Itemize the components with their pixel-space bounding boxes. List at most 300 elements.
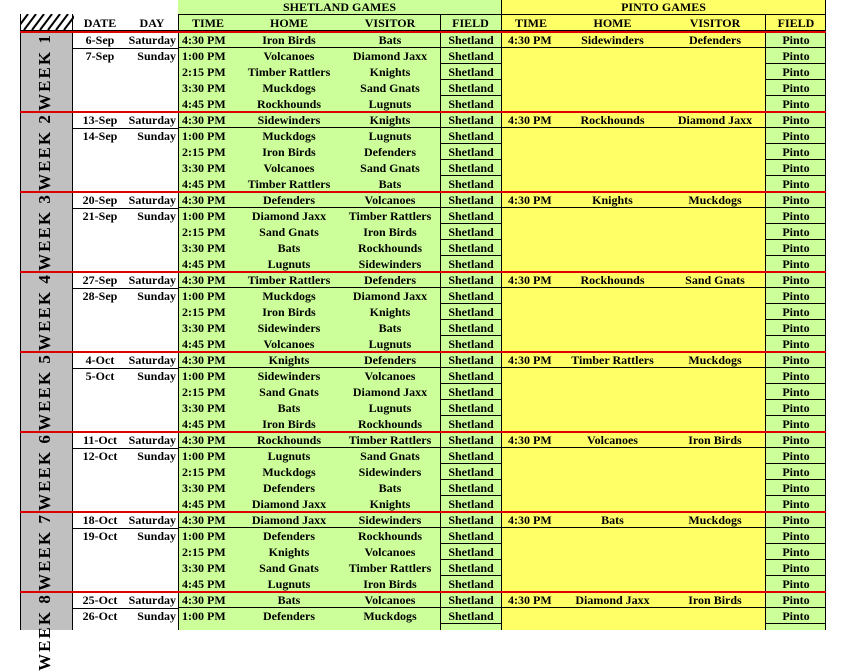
shetland-home-team: Iron Birds <box>262 417 316 431</box>
pinto-field: Pinto <box>782 161 810 175</box>
shetland-field: Shetland <box>448 545 494 559</box>
shetland-home-team: Bats <box>277 593 301 607</box>
pinto-field: Pinto <box>782 497 810 511</box>
shetland-time: 2:15 PM <box>182 545 226 559</box>
pinto-field: Pinto <box>782 305 810 319</box>
shetland-visitor-team: Timber Rattlers <box>348 433 432 447</box>
week-label-text: WEEK 4 <box>35 273 54 351</box>
shetland-home-team: Muckdogs <box>262 81 316 95</box>
shetland-visitor-team: Muckdogs <box>363 609 417 623</box>
shetland-time: 4:30 PM <box>182 353 226 367</box>
shetland-home-team: Sand Gnats <box>259 561 319 575</box>
col-header-pinto-field: FIELD <box>777 16 815 30</box>
pinto-field: Pinto <box>782 113 810 127</box>
pinto-time: 4:30 PM <box>508 193 552 207</box>
shetland-home-team: Timber Rattlers <box>247 177 331 191</box>
shetland-field: Shetland <box>448 161 494 175</box>
shetland-time: 4:30 PM <box>182 193 226 207</box>
grid-line <box>501 0 502 630</box>
shetland-time: 3:30 PM <box>182 401 226 415</box>
shetland-home-team: Iron Birds <box>262 33 316 47</box>
pinto-field: Pinto <box>782 529 810 543</box>
shetland-home-team: Knights <box>268 353 310 367</box>
col-header-pinto-home: HOME <box>593 16 632 30</box>
shetland-home-team: Defenders <box>263 481 315 495</box>
shetland-field: Shetland <box>448 81 494 95</box>
pinto-field: Pinto <box>782 401 810 415</box>
week-label <box>20 433 70 511</box>
game-date: 27-Sep <box>82 273 118 287</box>
shetland-visitor-team: Sand Gnats <box>360 81 420 95</box>
shetland-visitor-team: Volcanoes <box>364 593 416 607</box>
shetland-field: Shetland <box>448 97 494 111</box>
game-day: Sunday <box>137 129 176 143</box>
pinto-time: 4:30 PM <box>508 353 552 367</box>
shetland-field: Shetland <box>448 273 494 287</box>
week-label-text: WEEK 6 <box>35 433 54 511</box>
shetland-home-team: Sidewinders <box>257 369 321 383</box>
shetland-time: 4:30 PM <box>182 33 226 47</box>
pinto-visitor-team: Iron Birds <box>688 433 742 447</box>
pinto-time: 4:30 PM <box>508 113 552 127</box>
shetland-time: 1:00 PM <box>182 369 226 383</box>
shetland-games-title: SHETLAND GAMES <box>282 0 397 14</box>
shetland-visitor-team: Lugnuts <box>368 401 412 415</box>
pinto-field: Pinto <box>782 417 810 431</box>
pinto-field: Pinto <box>782 513 810 527</box>
pinto-time: 4:30 PM <box>508 593 552 607</box>
shetland-home-team: Bats <box>277 401 301 415</box>
shetland-visitor-team: Iron Birds <box>363 577 417 591</box>
game-date: 21-Sep <box>82 209 118 223</box>
pinto-home-team: Sidewinders <box>581 33 644 47</box>
hatch-corner <box>20 14 74 30</box>
pinto-visitor-team: Muckdogs <box>688 513 742 527</box>
shetland-field: Shetland <box>448 305 494 319</box>
shetland-home-team: Iron Birds <box>262 145 316 159</box>
shetland-row-divider <box>178 127 440 128</box>
shetland-visitor-team: Knights <box>369 497 411 511</box>
shetland-time: 4:30 PM <box>182 433 226 447</box>
day-divider <box>72 288 178 289</box>
shetland-home-team: Volcanoes <box>263 337 315 351</box>
pinto-time: 4:30 PM <box>508 273 552 287</box>
shetland-time: 4:30 PM <box>182 513 226 527</box>
shetland-home-team: Lugnuts <box>267 257 311 271</box>
game-date: 25-Oct <box>82 593 118 607</box>
shetland-time: 3:30 PM <box>182 161 226 175</box>
shetland-visitor-team: Sand Gnats <box>360 161 420 175</box>
day-divider <box>72 128 178 129</box>
shetland-time: 3:30 PM <box>182 481 226 495</box>
shetland-visitor-team: Knights <box>369 113 411 127</box>
shetland-time: 4:30 PM <box>182 593 226 607</box>
week-label-text: WEEK 5 <box>35 353 54 431</box>
shetland-row-divider <box>178 367 440 368</box>
col-header-pinto-visitor: VISITOR <box>689 16 741 30</box>
shetland-visitor-team: Volcanoes <box>364 545 416 559</box>
shetland-field: Shetland <box>448 497 494 511</box>
pinto-field: Pinto <box>782 289 810 303</box>
shetland-visitor-team: Defenders <box>364 145 416 159</box>
shetland-home-team: Timber Rattlers <box>247 65 331 79</box>
col-header-shetland-visitor: VISITOR <box>364 16 416 30</box>
pinto-row-divider <box>501 207 766 208</box>
shetland-time: 4:45 PM <box>182 257 226 271</box>
shetland-field: Shetland <box>448 481 494 495</box>
shetland-field: Shetland <box>448 529 494 543</box>
shetland-home-team: Iron Birds <box>262 305 316 319</box>
shetland-visitor-team: Sidewinders <box>358 257 422 271</box>
shetland-time: 2:15 PM <box>182 145 226 159</box>
pinto-row-divider <box>501 47 766 48</box>
shetland-home-team: Muckdogs <box>262 289 316 303</box>
pinto-field: Pinto <box>782 145 810 159</box>
pinto-field: Pinto <box>782 337 810 351</box>
game-date: 4-Oct <box>85 353 115 367</box>
pinto-field: Pinto <box>782 545 810 559</box>
pinto-home-team: Rockhounds <box>580 113 645 127</box>
shetland-visitor-team: Sand Gnats <box>360 449 420 463</box>
pinto-field: Pinto <box>782 481 810 495</box>
shetland-row-divider <box>178 527 440 528</box>
shetland-row-divider <box>178 287 440 288</box>
game-day: Sunday <box>137 449 176 463</box>
week-label-text: WEEK 2 <box>35 113 54 191</box>
shetland-field: Shetland <box>448 609 494 623</box>
game-date: 26-Oct <box>82 609 118 623</box>
col-header-day: DAY <box>139 16 165 30</box>
day-divider <box>72 448 178 449</box>
shetland-time: 3:30 PM <box>182 321 226 335</box>
shetland-visitor-team: Diamond Jaxx <box>352 385 428 399</box>
game-date: 7-Sep <box>85 49 115 63</box>
shetland-time: 2:15 PM <box>182 465 226 479</box>
shetland-time: 2:15 PM <box>182 225 226 239</box>
pinto-field: Pinto <box>782 369 810 383</box>
shetland-field: Shetland <box>448 417 494 431</box>
day-divider <box>72 608 178 609</box>
col-header-shetland-time: TIME <box>191 16 224 30</box>
shetland-time: 1:00 PM <box>182 449 226 463</box>
shetland-visitor-team: Rockhounds <box>357 529 423 543</box>
shetland-home-team: Rockhounds <box>256 97 322 111</box>
shetland-time: 2:15 PM <box>182 65 226 79</box>
shetland-home-team: Lugnuts <box>267 577 311 591</box>
shetland-visitor-team: Rockhounds <box>357 417 423 431</box>
shetland-field: Shetland <box>448 577 494 591</box>
shetland-home-team: Diamond Jaxx <box>251 497 327 511</box>
pinto-field: Pinto <box>782 433 810 447</box>
shetland-field: Shetland <box>448 241 494 255</box>
pinto-home-team: Rockhounds <box>580 273 645 287</box>
shetland-home-team: Muckdogs <box>262 465 316 479</box>
pinto-home-team: Diamond Jaxx <box>575 593 650 607</box>
shetland-field: Shetland <box>448 33 494 47</box>
shetland-field: Shetland <box>448 321 494 335</box>
pinto-field: Pinto <box>782 193 810 207</box>
shetland-time: 1:00 PM <box>182 49 226 63</box>
shetland-row-divider <box>178 447 440 448</box>
shetland-visitor-team: Lugnuts <box>368 129 412 143</box>
shetland-field: Shetland <box>448 49 494 63</box>
pinto-field: Pinto <box>782 33 810 47</box>
pinto-field: Pinto <box>782 241 810 255</box>
shetland-time: 3:30 PM <box>182 561 226 575</box>
pinto-field: Pinto <box>782 561 810 575</box>
shetland-row-divider <box>178 47 440 48</box>
pinto-field: Pinto <box>782 385 810 399</box>
pinto-visitor-team: Diamond Jaxx <box>677 113 753 127</box>
shetland-visitor-team: Timber Rattlers <box>348 561 432 575</box>
shetland-home-team: Volcanoes <box>263 161 315 175</box>
shetland-field: Shetland <box>448 353 494 367</box>
shetland-home-team: Sand Gnats <box>259 385 319 399</box>
shetland-time: 2:15 PM <box>182 385 226 399</box>
game-day: Sunday <box>137 209 176 223</box>
shetland-time: 4:45 PM <box>182 97 226 111</box>
shetland-field: Shetland <box>448 257 494 271</box>
pinto-field: Pinto <box>782 465 810 479</box>
week-label <box>20 193 70 271</box>
shetland-visitor-team: Defenders <box>364 353 416 367</box>
day-divider <box>72 48 178 49</box>
shetland-field: Shetland <box>448 209 494 223</box>
shetland-row-divider <box>178 607 440 608</box>
week-label <box>20 513 70 591</box>
shetland-time: 1:00 PM <box>182 209 226 223</box>
shetland-visitor-team: Bats <box>378 321 402 335</box>
game-day: Saturday <box>128 433 176 447</box>
game-date: 5-Oct <box>85 369 115 383</box>
pinto-field: Pinto <box>782 593 810 607</box>
game-day: Saturday <box>128 33 176 47</box>
pinto-field: Pinto <box>782 609 810 623</box>
shetland-time: 3:30 PM <box>182 81 226 95</box>
pinto-row-divider <box>501 527 766 528</box>
pinto-home-team: Volcanoes <box>587 433 638 447</box>
shetland-home-team: Lugnuts <box>267 449 311 463</box>
week-label-text: WEEK 3 <box>35 193 54 271</box>
shetland-field: Shetland <box>448 401 494 415</box>
shetland-field: Shetland <box>448 337 494 351</box>
header-divider <box>178 14 826 15</box>
shetland-field: Shetland <box>448 177 494 191</box>
shetland-visitor-team: Volcanoes <box>364 369 416 383</box>
pinto-visitor-team: Sand Gnats <box>685 273 745 287</box>
pinto-visitor-team: Iron Birds <box>688 593 742 607</box>
game-day: Sunday <box>137 609 176 623</box>
shetland-field: Shetland <box>448 385 494 399</box>
pinto-field: Pinto <box>782 177 810 191</box>
game-day: Sunday <box>137 369 176 383</box>
pinto-field: Pinto <box>782 225 810 239</box>
shetland-field: Shetland <box>448 593 494 607</box>
day-divider <box>72 208 178 209</box>
game-day: Sunday <box>137 529 176 543</box>
pinto-field: Pinto <box>782 257 810 271</box>
pinto-home-team: Knights <box>592 193 633 207</box>
shetland-visitor-team: Knights <box>369 65 411 79</box>
game-date: 19-Oct <box>82 529 118 543</box>
week-label <box>20 113 70 191</box>
shetland-home-team: Sand Gnats <box>259 225 319 239</box>
shetland-field: Shetland <box>448 289 494 303</box>
shetland-field: Shetland <box>448 129 494 143</box>
shetland-field: Shetland <box>448 145 494 159</box>
pinto-field: Pinto <box>782 449 810 463</box>
pinto-games-title: PINTO GAMES <box>621 0 706 14</box>
shetland-home-team: Sidewinders <box>257 321 321 335</box>
shetland-field: Shetland <box>448 433 494 447</box>
pinto-time: 4:30 PM <box>508 513 552 527</box>
shetland-visitor-team: Lugnuts <box>368 337 412 351</box>
shetland-field: Shetland <box>448 513 494 527</box>
shetland-time: 1:00 PM <box>182 129 226 143</box>
game-day: Saturday <box>128 593 176 607</box>
shetland-time: 3:30 PM <box>182 241 226 255</box>
pinto-field: Pinto <box>782 353 810 367</box>
shetland-time: 4:30 PM <box>182 273 226 287</box>
game-day: Saturday <box>128 273 176 287</box>
shetland-field: Shetland <box>448 369 494 383</box>
pinto-row-divider <box>501 447 766 448</box>
shetland-home-team: Defenders <box>263 529 315 543</box>
week-label <box>20 33 70 111</box>
shetland-time: 1:00 PM <box>182 529 226 543</box>
shetland-home-team: Rockhounds <box>256 433 322 447</box>
shetland-time: 1:00 PM <box>182 609 226 623</box>
shetland-visitor-team: Lugnuts <box>368 97 412 111</box>
pinto-row-divider <box>501 607 766 608</box>
week-label <box>20 593 70 671</box>
pinto-field: Pinto <box>782 209 810 223</box>
grid-line <box>72 14 73 630</box>
shetland-visitor-team: Knights <box>369 305 411 319</box>
shetland-visitor-team: Diamond Jaxx <box>352 289 428 303</box>
pinto-row-divider <box>501 287 766 288</box>
shetland-time: 4:45 PM <box>182 177 226 191</box>
game-day: Saturday <box>128 193 176 207</box>
shetland-visitor-team: Volcanoes <box>364 193 416 207</box>
pinto-time: 4:30 PM <box>508 433 552 447</box>
shetland-visitor-team: Rockhounds <box>357 241 423 255</box>
shetland-time: 1:00 PM <box>182 289 226 303</box>
shetland-time: 2:15 PM <box>182 305 226 319</box>
col-header-shetland-field: FIELD <box>452 16 489 30</box>
pinto-home-team: Bats <box>601 513 624 527</box>
shetland-field: Shetland <box>448 225 494 239</box>
pinto-field: Pinto <box>782 273 810 287</box>
shetland-visitor-team: Sidewinders <box>358 465 422 479</box>
shetland-visitor-team: Timber Rattlers <box>348 209 432 223</box>
pinto-field: Pinto <box>782 577 810 591</box>
shetland-visitor-team: Bats <box>378 481 402 495</box>
shetland-home-team: Defenders <box>263 193 315 207</box>
hatch-pattern-icon <box>20 14 74 30</box>
pinto-field: Pinto <box>782 65 810 79</box>
game-day: Saturday <box>128 513 176 527</box>
shetland-home-team: Defenders <box>263 609 315 623</box>
shetland-time: 4:45 PM <box>182 337 226 351</box>
shetland-row-divider <box>178 207 440 208</box>
pinto-field: Pinto <box>782 321 810 335</box>
pinto-field: Pinto <box>782 81 810 95</box>
col-header-date: DATE <box>83 16 117 30</box>
col-header-shetland-home: HOME <box>270 16 308 30</box>
shetland-home-team: Timber Rattlers <box>247 273 331 287</box>
shetland-visitor-team: Bats <box>378 33 402 47</box>
shetland-field: Shetland <box>448 113 494 127</box>
game-date: 11-Oct <box>83 433 117 447</box>
pinto-home-team: Timber Rattlers <box>571 353 654 367</box>
game-date: 18-Oct <box>82 513 118 527</box>
grid-line <box>178 14 179 630</box>
pinto-visitor-team: Muckdogs <box>688 353 742 367</box>
shetland-visitor-team: Diamond Jaxx <box>352 49 428 63</box>
shetland-time: 4:45 PM <box>182 417 226 431</box>
shetland-field: Shetland <box>448 193 494 207</box>
shetland-field: Shetland <box>448 449 494 463</box>
shetland-home-team: Sidewinders <box>257 113 321 127</box>
week-label-text: WEEK 8 <box>35 593 54 671</box>
shetland-visitor-team: Iron Birds <box>363 225 417 239</box>
shetland-home-team: Diamond Jaxx <box>251 513 327 527</box>
pinto-visitor-team: Defenders <box>689 33 741 47</box>
game-date: 20-Sep <box>82 193 118 207</box>
shetland-time: 4:45 PM <box>182 577 226 591</box>
day-divider <box>72 368 178 369</box>
shetland-home-team: Muckdogs <box>262 129 316 143</box>
pinto-row-divider <box>501 127 766 128</box>
col-header-pinto-time: TIME <box>514 16 547 30</box>
pinto-field: Pinto <box>782 129 810 143</box>
week-label-text: WEEK 7 <box>35 513 54 591</box>
shetland-time: 4:30 PM <box>182 113 226 127</box>
shetland-field: Shetland <box>448 65 494 79</box>
game-day: Saturday <box>128 113 176 127</box>
pinto-field: Pinto <box>782 97 810 111</box>
game-date: 28-Sep <box>82 289 118 303</box>
shetland-field: Shetland <box>448 561 494 575</box>
shetland-time: 4:45 PM <box>182 497 226 511</box>
game-date: 13-Sep <box>82 113 118 127</box>
field-cell-border <box>766 623 826 624</box>
game-date: 6-Sep <box>85 33 115 47</box>
shetland-visitor-team: Bats <box>378 177 402 191</box>
shetland-field: Shetland <box>448 465 494 479</box>
pinto-time: 4:30 PM <box>508 33 552 47</box>
game-day: Saturday <box>128 353 176 367</box>
week-label <box>20 273 70 351</box>
day-divider <box>72 528 178 529</box>
pinto-visitor-team: Muckdogs <box>688 193 742 207</box>
shetland-home-team: Knights <box>268 545 310 559</box>
shetland-home-team: Bats <box>277 241 301 255</box>
shetland-home-team: Diamond Jaxx <box>251 209 327 223</box>
shetland-home-team: Volcanoes <box>263 49 315 63</box>
pinto-row-divider <box>501 367 766 368</box>
pinto-field: Pinto <box>782 49 810 63</box>
field-cell-border <box>441 623 501 624</box>
game-date: 14-Sep <box>82 129 118 143</box>
game-day: Sunday <box>137 289 176 303</box>
game-day: Sunday <box>137 49 176 63</box>
week-label <box>20 353 70 431</box>
game-date: 12-Oct <box>82 449 118 463</box>
week-label-text: WEEK 1 <box>35 33 54 111</box>
shetland-visitor-team: Defenders <box>364 273 416 287</box>
